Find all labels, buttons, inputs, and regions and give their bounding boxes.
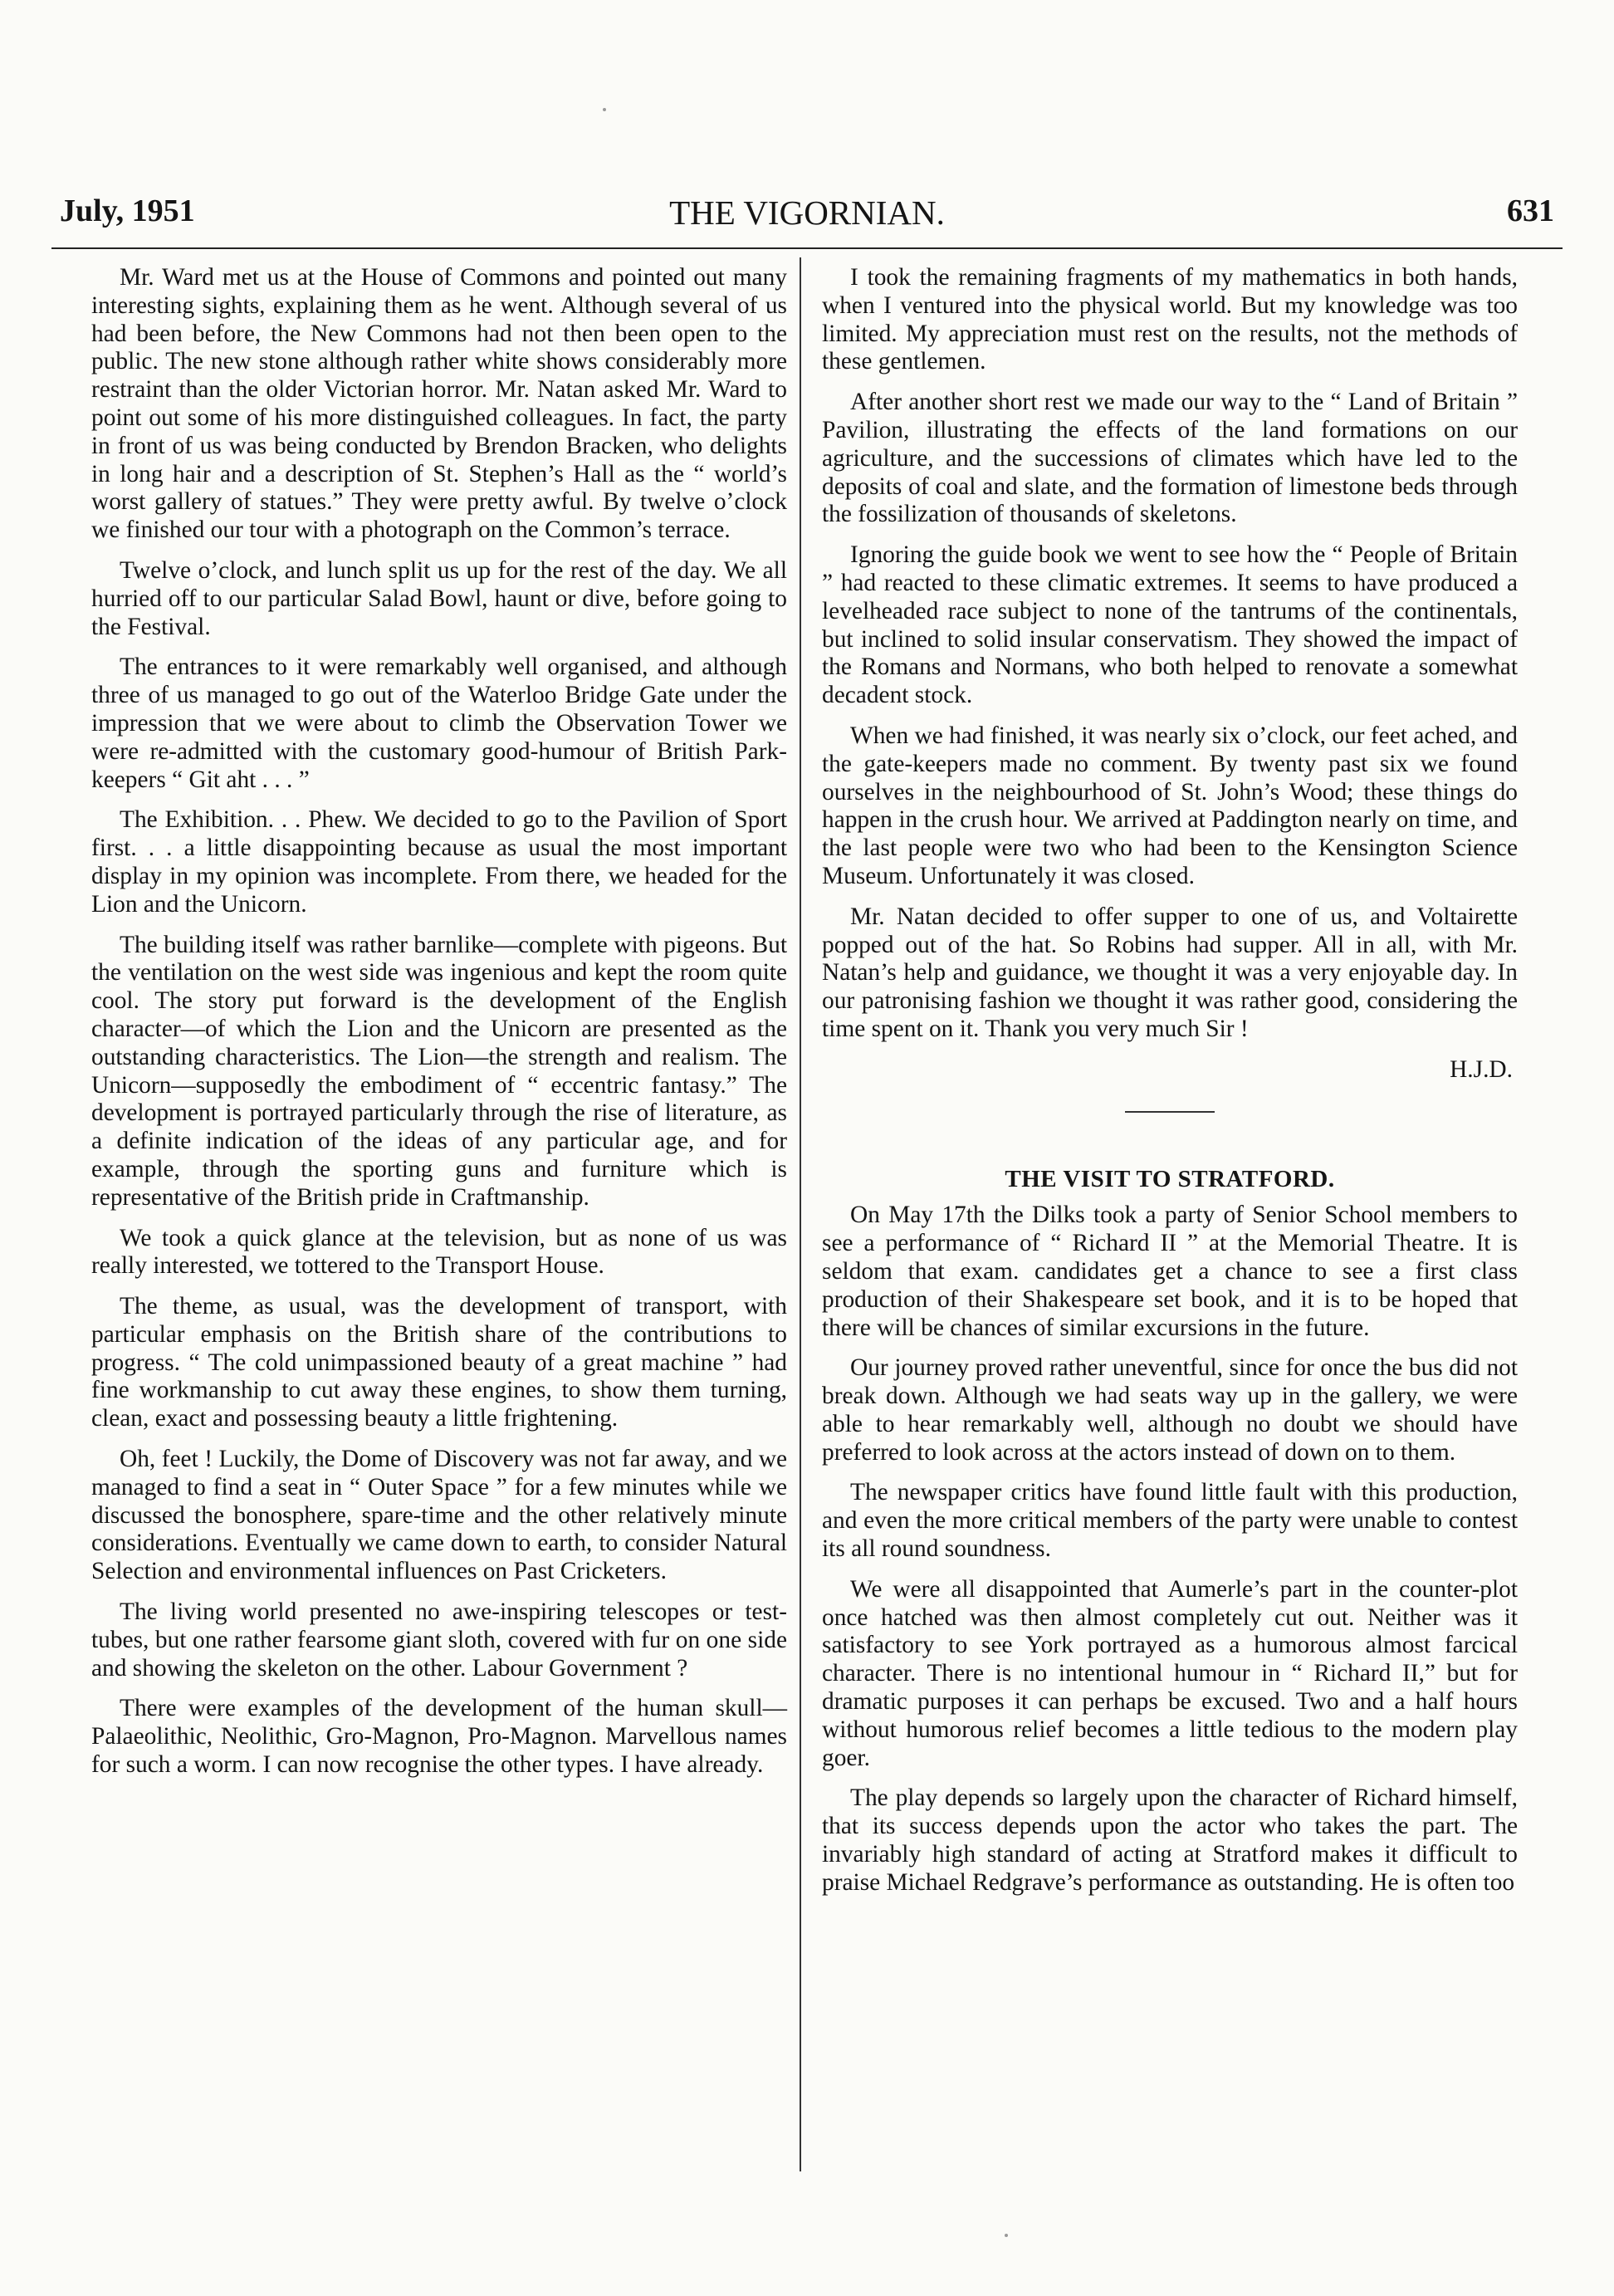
header-rule [51,247,1563,249]
paragraph: We were all disappointed that Aumerle’s part in the counter-plot once hatched was then almost completely cut out. Neither was it satisfactory to see York portrayed as a humorous almost farcical character. There is no intentional humour in “ Richard II,” but for dramatic purposes it can perhaps be excused. Two and a half hours without humorous relief becomes a little tedious to the modern play goer. [822,1575,1518,1771]
column-divider [800,257,801,2171]
paragraph: Ignoring the guide book we went to see how the “ People of Britain ” had reacted to these climatic extremes. It seems to have produced a levelheaded race subject to none of the tantrums of the continentals, but inclined to solid insular conservatism. They showed the impact of the Romans and Normans, who both helped to renovate a somewhat decadent stock. [822,541,1518,709]
paragraph: Twelve o’clock, and lunch split us up for the rest of the day. We all hurried off to our particular Salad Bowl, haunt or dive, before going to the Festival. [91,556,787,640]
paragraph: The theme, as usual, was the development of transport, with particular emphasis on the British share of the contributions to progress. “ The cold unimpassioned beauty of a great machine ” had fine workmanship to cut away these engines, to show them turning, clean, exact and possessing beauty a little frightening. [91,1293,787,1432]
paragraph: We took a quick glance at the television, but as none of us was really interested, we tottered to the Transport House. [91,1224,787,1280]
speck [603,108,606,111]
paragraph: Mr. Natan decided to offer supper to one of us, and Voltairette popped out of the hat. So Robins had supper. All in all, with Mr. Natan’s help and guidance, we thought it was a very enjoyable day. In our patronising fashion we thought it was rather good, considering the time spent on it. Thank you very much Sir ! [822,903,1518,1042]
issue-date: July, 1951 [60,193,195,228]
paragraph: Our journey proved rather uneventful, since for once the bus did not break down. Although we had seats way up in the gallery, we were able to hear remarkably well, although no doubt we should have preferred to look across at the actors instead of down on to them. [822,1354,1518,1466]
paragraph: The newspaper critics have found little fault with this production, and even the more critical members of the party were unable to contest its all round soundness. [822,1479,1518,1563]
left-column [91,264,787,1792]
paragraph: After another short rest we made our way to the “ Land of Britain ” Pavilion, illustrating the effects of the land formations on our agriculture, and the successions of climates which have led to the deposits of coal and slate, and the formation of limestone beds through the fossilization of thousands of skeletons. [822,389,1518,528]
right-column [822,264,1518,1910]
author-signature: H.J.D. [1450,1055,1513,1083]
paragraph: The play depends so largely upon the character of Richard himself, that its success depends upon the actor who takes the part. The invariably high standard of acting at Stratford makes it difficult to praise Michael Redgrave’s performance as outstanding. He is often too [822,1784,1518,1896]
paragraph: I took the remaining fragments of my mathematics in both hands, when I ventured into the physical world. But my knowledge was too limited. My appreciation must rest on the results, not the methods of these gentlemen. [822,264,1518,375]
paragraph: Mr. Ward met us at the House of Commons and pointed out many interesting sights, explaining them as he went. Although several of us had been before, the New Commons had not then been open to the public. The new stone although rather white shows considerably more restraint than the older Victorian horror. Mr. Natan asked Mr. Ward to point out some of his more distinguished colleagues. In fact, the party in front of us was being conducted by Brendon Bracken, who delights in long hair and a description of St. Stephen’s Hall as the “ world’s worst gallery of statues.” They were pretty awful. By twelve o’clock we finished our tour with a photograph on the Common’s terrace. [91,264,787,544]
section-separator [1125,1111,1215,1113]
section-heading: THE VISIT TO STRATFORD. [1005,1165,1335,1192]
paragraph: The living world presented no awe-inspiring telescopes or test-tubes, but one rather fearsome giant sloth, covered with fur on one side and showing the skeleton on the other. Labour Government ? [91,1598,787,1682]
running-header [60,193,1554,244]
page-number: 631 [1507,193,1554,228]
paragraph: The Exhibition. . . Phew. We decided to go to the Pavilion of Sport first. . . a little disappointing because as usual the most important display in my opinion was incomplete. From there, we headed for the Lion and the Unicorn. [91,806,787,918]
paragraph: The building itself was rather barnlike—complete with pigeons. But the ventilation on the west side was ingenious and kept the room quite cool. The story put forward is the development of the English character—of which the Lion and the Unicorn are presented as the outstanding characteristics. The Lion—the strength and realism. The Unicorn—supposedly the embodiment of “ eccentric fantasy.” The development is portrayed particularly through the rise of literature, as a definite indication of the ideas of any particular age, and for example, through the sporting guns and furniture which is representative of the British pride in Craftmanship. [91,931,787,1211]
paragraph: The entrances to it were remarkably well organised, and although three of us managed to go out of the Waterloo Bridge Gate under the impression that we were about to climb the Observation Tower we were re-admitted with the customary good-humour of British Park-keepers “ Git aht . . . ” [91,654,787,793]
paragraph: Oh, feet ! Luckily, the Dome of Discovery was not far away, and we managed to find a seat in “ Outer Space ” for a few minutes while we discussed the bonosphere, spare-time and the other relatively minute considerations. Eventually we came down to earth, to consider Natural Selection and environmental influences on Past Cricketers. [91,1446,787,1585]
publication-title: THE VIGORNIAN. [669,193,945,232]
paragraph: There were examples of the development of the human skull—Palaeolithic, Neolithic, Gro-Magnon, Pro-Magnon. Marvellous names for such a worm. I can now recognise the other types. I have already. [91,1695,787,1779]
paragraph: When we had finished, it was nearly six o’clock, our feet ached, and the gate-keepers made no comment. By twenty past six we found ourselves in the neighbourhood of St. John’s Wood; these things do happen in the crush hour. We arrived at Paddington nearly on time, and the last people were two who had been to the Kensington Science Museum. Unfortunately it was closed. [822,722,1518,889]
paragraph: On May 17th the Dilks took a party of Senior School members to see a performance of “ Richard II ” at the Memorial Theatre. It is seldom that exam. candidates get a chance to see a first class production of their Shakespeare set book, and it is to be hoped that there will be chances of similar excursions in the future. [822,1202,1518,1341]
speck [1005,2234,1008,2237]
